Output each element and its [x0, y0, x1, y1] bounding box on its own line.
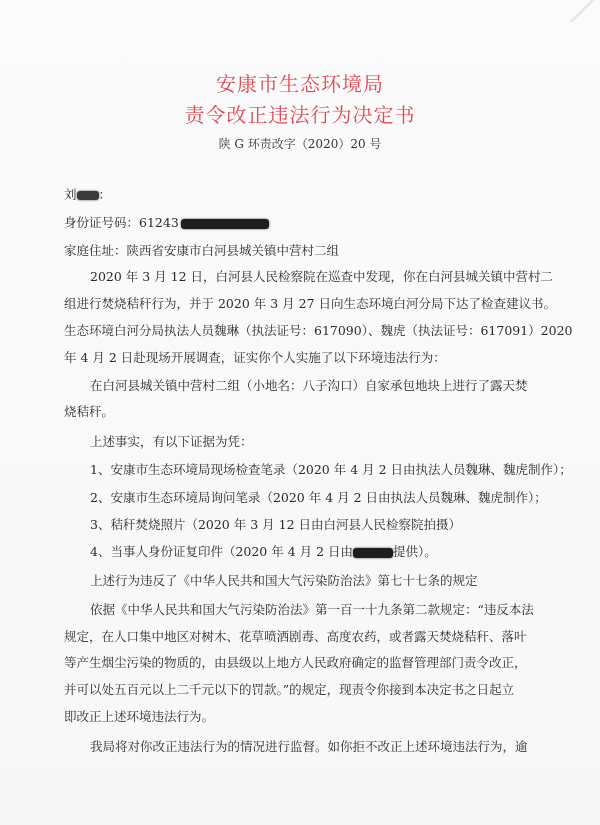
para5-line1: 依据《中华人民共和国大气污染防治法》第一百一十九条第二款规定：“违反本法: [90, 602, 534, 617]
para3: 上述事实，有以下证据为凭：: [90, 434, 253, 449]
evidence-item-3: 3、秸秆焚烧照片（2020 年 3 月 12 日由白河县人民检察院拍摄）: [90, 517, 461, 532]
para2-line1: 在白河县城关镇中营村二组（小地名：八子沟口）自家承包地块上进行了露天焚: [90, 378, 528, 393]
document-title: 责令改正违法行为决定书: [184, 103, 416, 127]
para5-line5: 即改正上述环境违法行为。: [64, 709, 215, 724]
evidence-item-1: 1、安康市生态环境局现场检查笔录（2020 年 4 月 2 日由执法人员魏琳、魏虎制作）；: [90, 462, 572, 477]
para1-line3: 生态环境白河分局执法人员魏琳（执法证号：617090）、魏虎（执法证号：617091）2020: [64, 323, 573, 338]
evidence-item-4-prefix: 4、当事人身份证复印件（2020 年 4 月 2 日由: [90, 544, 354, 559]
para5-line2: 规定，在人口集中地区对树木、花草喷洒剧毒、高度农药，或者露天焚烧秸秆、落叶: [64, 629, 527, 644]
para1-line2: 组进行焚烧秸秆行为，并于 2020 年 3 月 27 日向生态环境白河分局下达了检查建议书。: [64, 296, 557, 311]
document-number: 陕 G 环责改字（2020）20 号: [218, 137, 382, 151]
recipient-name: [64, 185, 111, 203]
para6: 我局将对你改正违法行为的情况进行监督。如你拒不改正上述环境违法行为，逾: [90, 739, 528, 754]
para1-line1: 2020 年 3 月 12 日，白河县人民检察院在巡查中发现，你在白河县城关镇中营村二: [90, 269, 554, 284]
evidence-item-2: 2、安康市生态环境局询问笔录（2020 年 4 月 2 日由执法人员魏琳、魏虎制作）；: [90, 490, 547, 505]
name-suffix: ：: [98, 187, 112, 202]
paper-fold-mark: [564, 0, 600, 22]
evidence-item-4: [90, 542, 437, 560]
address-label: 家庭住址：: [64, 243, 127, 258]
para5-line4: 并可以处五百元以上二千元以下的罚款。”的规定，现责令你接到本决定书之日起立: [64, 682, 515, 697]
evidence-item-4-suffix: 提供）。: [393, 544, 437, 559]
id-visible-digits: 61243: [139, 215, 179, 230]
id-label: 身份证号码：: [64, 215, 140, 230]
address-value: 陕西省安康市白河县城关镇中营村二组: [126, 243, 340, 258]
name-redaction: [77, 191, 99, 200]
id-number-row: [64, 213, 269, 231]
id-redaction: [181, 219, 269, 229]
agency-title: 安康市生态环境局: [216, 72, 384, 96]
para4: 上述行为违反了《中华人民共和国大气污染防治法》第七十七条的规定: [90, 573, 478, 588]
name-prefix: 刘: [64, 187, 77, 202]
address-row: [64, 241, 339, 259]
para5-line3: 等产生烟尘污染的物质的，由县级以上地方人民政府确定的监督管理部门责令改正，: [64, 655, 527, 670]
provider-redaction: [353, 548, 393, 558]
para2-line2: 烧秸秆。: [64, 404, 115, 419]
para1-line4: 年 4 月 2 日赴现场开展调查，证实你个人实施了以下环境违法行为：: [64, 350, 446, 365]
